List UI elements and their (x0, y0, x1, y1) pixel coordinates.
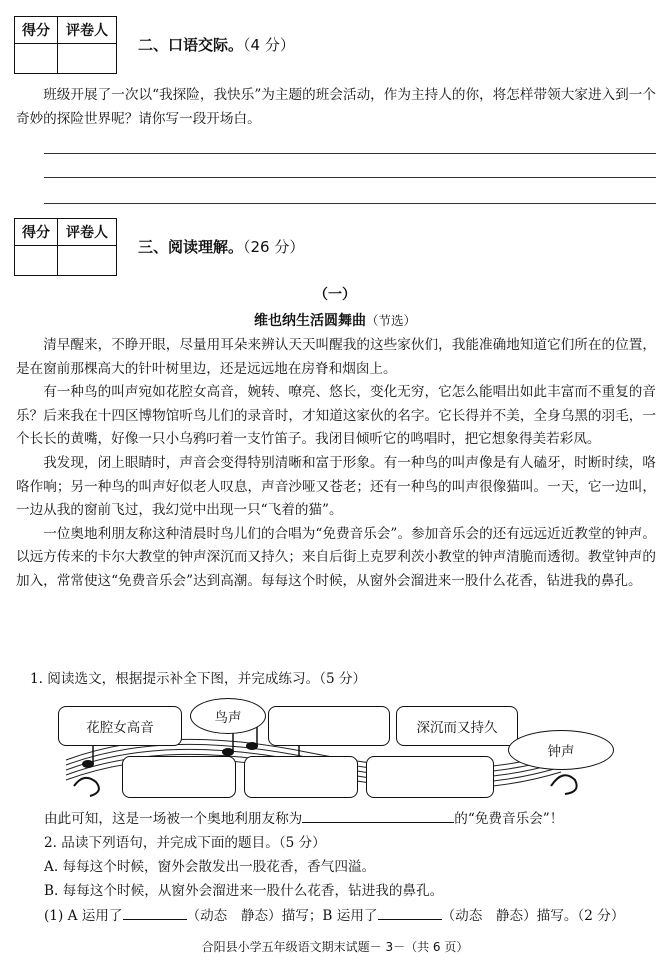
question-2-sentence-a: A. 每每这个时候，窗外会散发出一股花香，香气四溢。 (44, 859, 376, 875)
section2-title: 二、口语交际。 (138, 36, 244, 54)
question-1-conclusion: 由此可知，这是一场被一个奥地利朋友称为 的“免费音乐会”！ (44, 807, 563, 831)
article-title: 维也纳生活圆舞曲 (253, 313, 366, 329)
diagram-box-deep-lasting: 深沉而又持久 (396, 706, 518, 746)
diagram-box-soprano: 花腔女高音 (58, 706, 182, 746)
section3-heading (138, 236, 304, 257)
question-2-sentence-b: B. 每每这个时候，从窗外会溜进来一股什么花香，钻进我的鼻孔。 (44, 883, 444, 899)
diagram-oval-bell-sound: 钟声 (508, 730, 614, 770)
article-title-line (0, 310, 670, 330)
score-cell[interactable] (15, 246, 58, 276)
concert-diagram (56, 694, 656, 806)
score-table-section2 (14, 16, 117, 74)
section2-prompt: 班级开展了一次以“我探险，我快乐”为主题的班会活动，作为主持人的你，将怎样带领大家进入到一个奇妙的探险世界呢？请你写一段开场白。 (16, 87, 656, 127)
article-note: （节选） (365, 313, 416, 328)
section2-prompt-block (16, 84, 656, 131)
article-body (16, 334, 656, 594)
diagram-box-blank-4[interactable] (366, 756, 494, 798)
score-label: 得分 (15, 17, 58, 44)
sub1-blank-a[interactable] (123, 905, 187, 920)
diagram-box-blank-1[interactable] (268, 706, 390, 746)
score-label: 得分 (15, 219, 58, 246)
grader-label: 评卷人 (58, 17, 117, 44)
question-2-sub-1: (1) A 运用了 （动态 静态）描写；B 运用了 （动态 静态）描写。（2 分） (44, 904, 624, 928)
page-footer: 合阳县小学五年级语文期末试题－ 3－（共 6 页） (201, 940, 469, 954)
grader-label: 评卷人 (58, 219, 117, 246)
section2-heading (138, 34, 295, 55)
section3-title: 三、阅读理解。 (138, 238, 244, 256)
answer-line-2[interactable] (44, 177, 656, 178)
answer-line-1[interactable] (44, 153, 656, 154)
answer-line-3[interactable] (44, 203, 656, 204)
article-paragraph-4: 一位奥地利朋友称这种清晨时鸟儿们的合唱为“免费音乐会”。参加音乐会的还有远远近近教堂的钟声。以远方传来的卡尔大教堂的钟声深沉而又持久；来自后街上克罗利茨小教堂的钟声清脆而透彻。教堂钟声的加入，常常使这“免费音乐会”达到高潮。每每这个时候，从窗外会溜进来一股什么花香，钻进我的鼻孔。 (16, 525, 656, 589)
article-paragraph-3: 我发现，闭上眼睛时，声音会变得特别清晰和富于形象。有一种鸟的叫声像是有人磕牙，时断时续，咯咯作响；另一种鸟的叫声好似老人叹息，声音沙哑又苍老；还有一种鸟的叫声很像猫叫。一天，它一边叫，一边从我的窗前飞过，我幻觉中出现一只“飞着的猫”。 (16, 454, 656, 519)
score-cell[interactable] (15, 44, 58, 74)
article-paragraph-1: 清早醒来，不睁开眼，尽量用耳朵来辨认天天叫醒我的这些家伙们，我能准确地知道它们所在的位置，是在窗前那棵高大的针叶树里边，还是远远地在房脊和烟囱上。 (16, 337, 656, 377)
question-1-stem: 1. 阅读选文，根据提示补全下图，并完成练习。（5 分） (30, 671, 367, 687)
grader-cell[interactable] (58, 246, 117, 276)
section3-points: （26 分） (243, 238, 305, 256)
score-table-section3 (14, 218, 117, 276)
diagram-box-blank-2[interactable] (122, 756, 236, 798)
diagram-oval-bird-sound: 鸟声 (190, 698, 266, 734)
article-paragraph-2: 有一种鸟的叫声宛如花腔女高音，婉转、嘹亮、悠长，变化无穷，它怎么能唱出如此丰富而不重复的音乐？后来我在十四区博物馆听鸟儿们的录音时，才知道这家伙的名字。它长得并不美，全身乌黑的羽毛，一个长长的黄嘴，好像一只小乌鸦叼着一支竹笛子。我闭目倾听它的鸣唱时，把它想象得美若彩凤。 (16, 384, 656, 448)
section2-points: （4 分） (243, 36, 295, 54)
sub1-blank-b[interactable] (378, 905, 442, 920)
part-label: （一） (314, 287, 356, 303)
question-2-stem: 2. 品读下列语句，并完成下面的题目。（5 分） (44, 835, 326, 851)
conclusion-blank[interactable] (302, 808, 454, 823)
grader-cell[interactable] (58, 44, 117, 74)
diagram-box-blank-3[interactable] (244, 756, 358, 798)
